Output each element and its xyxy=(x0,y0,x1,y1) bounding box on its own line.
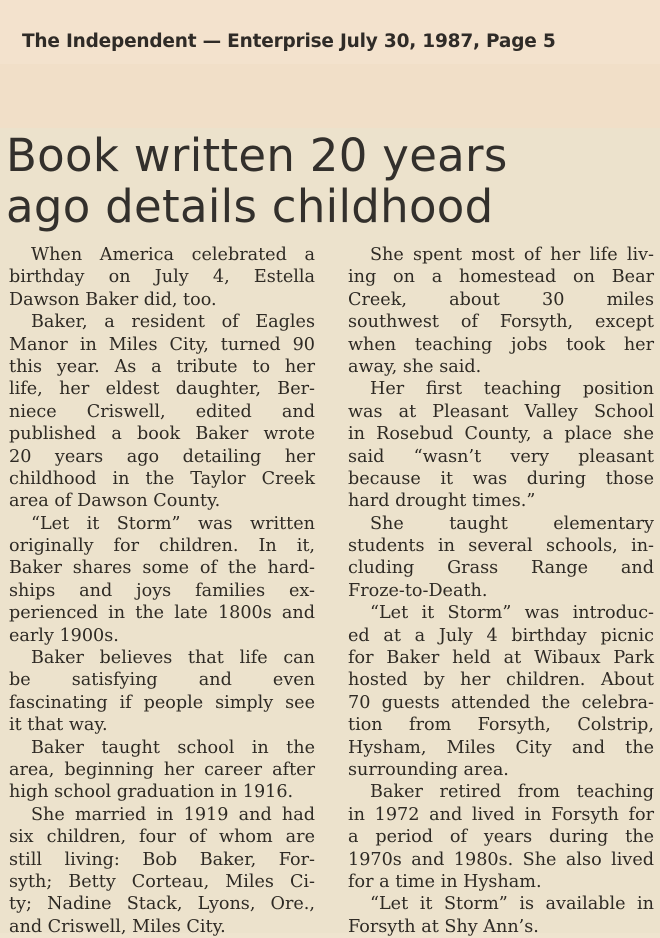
article-line: and Criswell, Miles City. xyxy=(9,916,226,937)
article-line: surrounding area. xyxy=(348,759,509,780)
article-column-right xyxy=(348,244,654,938)
article-line: ed at a July 4 birthday picnic xyxy=(348,625,654,646)
article-line: niece Criswell, edited and xyxy=(9,401,315,422)
article-column-left xyxy=(9,244,315,938)
article-line: said “wasn’t very pleasant xyxy=(348,446,654,467)
article-line: life, her eldest daughter, Ber- xyxy=(9,379,315,400)
article-line: She married in 1919 and had xyxy=(31,804,315,825)
article-line: Baker shares some of the hard- xyxy=(9,558,315,579)
article-line: “Let it Storm” was written xyxy=(31,513,315,534)
article-line: in 1972 and lived in Forsyth for xyxy=(348,804,654,825)
article-line: Baker, a resident of Eagles xyxy=(31,312,315,333)
article-line: Baker retired from teaching xyxy=(370,782,654,803)
article-line: 1970s and 1980s. She also lived xyxy=(348,849,654,870)
article-line: high school graduation in 1916. xyxy=(9,782,294,803)
article-line: it that way. xyxy=(9,715,108,736)
article-line: Her first teaching position xyxy=(370,379,654,400)
article-line: Hysham, Miles City and the xyxy=(348,737,654,758)
article-line: area of Dawson County. xyxy=(9,491,221,512)
article-line: Manor in Miles City, turned 90 xyxy=(9,334,315,355)
article-line: originally for children. In it, xyxy=(9,536,315,557)
article-line: for Baker held at Wibaux Park xyxy=(348,648,654,669)
article-line: Forsyth at Shy Ann’s. xyxy=(348,916,539,937)
article-line: 20 years ago detailing her xyxy=(9,446,315,467)
article-line: Creek, about 30 miles xyxy=(348,289,654,310)
article-line: “Let it Storm” is available in xyxy=(370,894,654,915)
article-line: away, she said. xyxy=(348,356,482,377)
article-line: Baker believes that life can xyxy=(31,648,315,669)
article-line: area, beginning her career after xyxy=(9,759,315,780)
article-line: She spent most of her life liv- xyxy=(370,245,654,265)
article-line: birthday on July 4, Estella xyxy=(9,267,315,288)
article-line: when teaching jobs took her xyxy=(348,334,654,355)
article-line: published a book Baker wrote xyxy=(9,424,315,445)
article-line: southwest of Forsyth, except xyxy=(348,312,654,333)
article-line: Baker taught school in the xyxy=(31,737,315,758)
article-line: six children, four of whom are xyxy=(9,827,315,848)
article-line: Dawson Baker did, too. xyxy=(9,289,217,310)
page-background-strip xyxy=(0,64,660,129)
article-line: Froze-to-Death. xyxy=(348,580,488,601)
article-line: “Let it Storm” was introduc- xyxy=(370,603,654,624)
article-line: perienced in the late 1800s and xyxy=(9,603,315,624)
article-line: be satisfying and even xyxy=(9,670,315,691)
article-line: syth; Betty Corteau, Miles Ci- xyxy=(9,871,315,892)
masthead: The Independent — Enterprise July 30, 1987, Page 5 xyxy=(22,31,556,52)
article-line: hosted by her children. About xyxy=(348,670,654,691)
article-headline xyxy=(6,130,656,232)
article-line: in Rosebud County, a place she xyxy=(348,424,654,445)
article-line: fascinating if people simply see xyxy=(9,692,315,713)
article-line: hard drought times.” xyxy=(348,491,536,512)
article-line: childhood in the Taylor Creek xyxy=(9,468,315,489)
article-line: this year. As a tribute to her xyxy=(9,356,315,377)
headline-line: ago details childhood xyxy=(6,180,494,233)
article-line: ty; Nadine Stack, Lyons, Ore., xyxy=(9,894,315,915)
article-line: tion from Forsyth, Colstrip, xyxy=(348,715,654,736)
article-line: When America celebrated a xyxy=(31,245,315,265)
article-line: early 1900s. xyxy=(9,625,119,646)
article-line: ing on a homestead on Bear xyxy=(348,267,654,288)
article-line: still living: Bob Baker, For- xyxy=(9,849,315,870)
article-line: students in several schools, in- xyxy=(348,536,654,557)
article-line: because it was during those xyxy=(348,468,654,489)
article-line: ships and joys families ex- xyxy=(9,580,315,601)
headline-line: Book written 20 years xyxy=(6,129,508,182)
article-line: cluding Grass Range and xyxy=(348,558,654,579)
article-line: for a time in Hysham. xyxy=(348,871,542,892)
article-line: a period of years during the xyxy=(348,827,654,848)
article-line: She taught elementary xyxy=(370,513,654,534)
article-line: was at Pleasant Valley School xyxy=(348,401,654,422)
article-line: 70 guests attended the celebra- xyxy=(348,692,654,713)
